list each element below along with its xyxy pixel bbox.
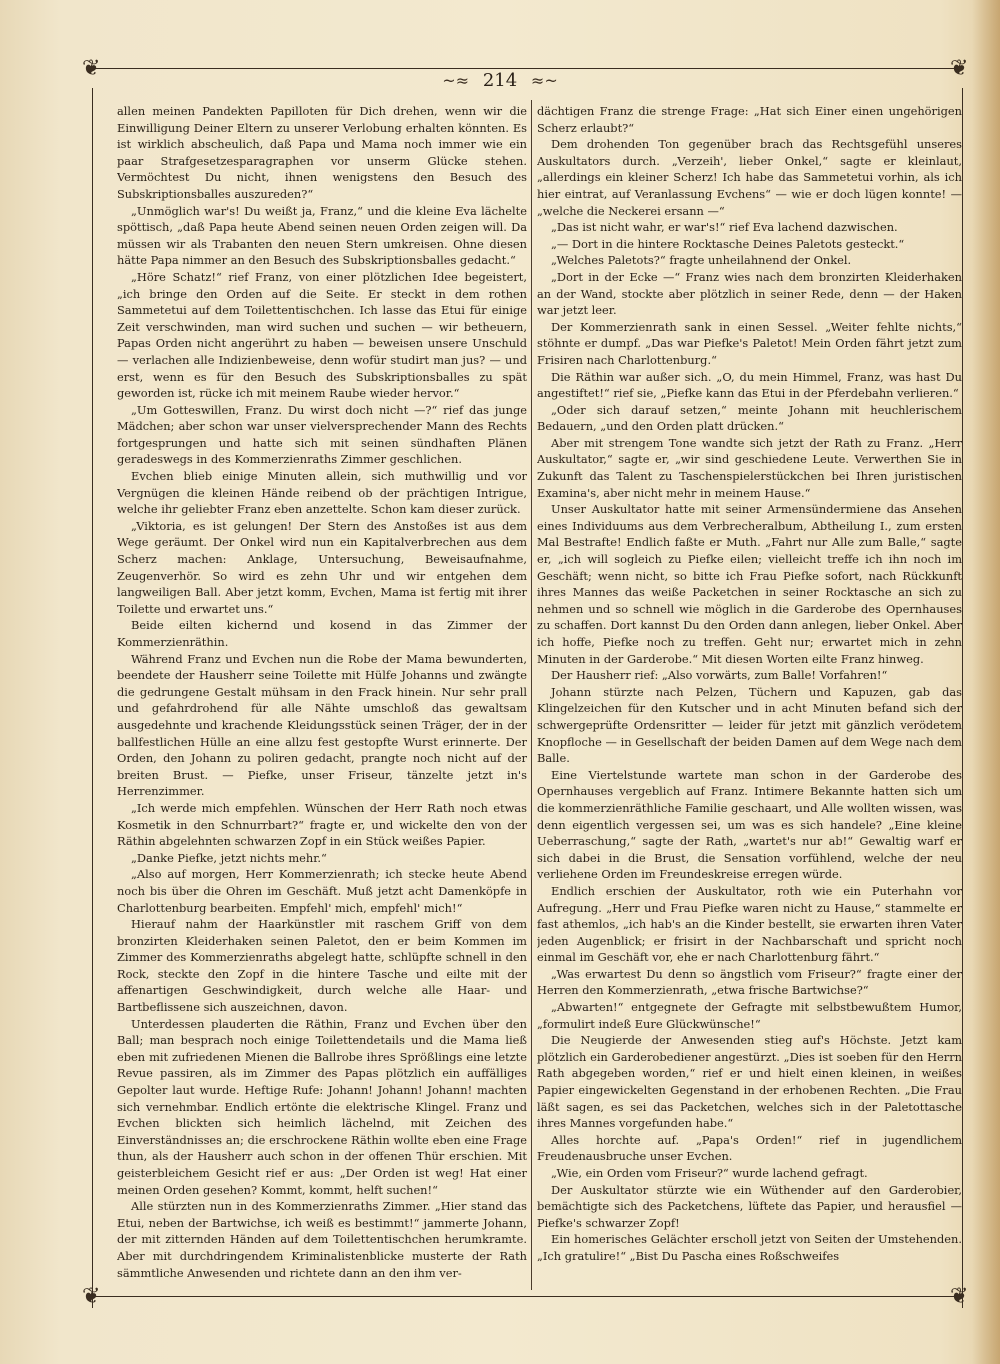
page-number: 214 [482, 70, 518, 91]
paragraph: Der Hausherr rief: „Also vorwärts, zum Balle! Vorfahren!“ [551, 668, 888, 683]
paragraph: Beide eilten kichernd und kosend in das Zimmer der Kommerzienräthin. [117, 618, 527, 649]
paragraph: Unser Auskultator hatte mit seiner Armensündermiene das Ansehen eines Individuums aus dem Verbrecheralbum, Abtheilung I., zum ersten Mal Bestrafte! Endlich faßte er Muth. „Fahrt nur Alle zum Balle,“ sagte er, „ich will sogleich zu Piefke eilen; vielleicht treffe ich ihn noch im Geschäft; wenn nicht, so bitte ich Frau Piefke sofort, nach Rückkunft ihres Mannes das weiße Packetchen in seiner Rocktasche an sich zu nehmen und so schnell wie möglich in die Garderobe des Opernhauses zu schaffen. Dort kannst Du den Orden dann anlegen, lieber Onkel. Aber ich hoffe, Piefke noch zu treffen. Geht nur; erwartet mich in zehn Minuten in der Garderobe.“ Mit diesen Worten eilte Franz hinweg. [537, 502, 962, 666]
paragraph: Alle stürzten nun in des Kommerzienraths Zimmer. „Hier stand das Etui, neben der Bartwichse, ich weiß es bestimmt!“ jammerte Johann, der mit zitternden Händen auf dem Toilettentischchen herumkramte. Aber mit durchdringendem Kriminalistenblicke musterte der Rath sämmtliche Anwesenden und richtete dann an den ihm ver- [117, 1199, 527, 1280]
paragraph: „Höre Schatz!“ rief Franz, von einer plötzlichen Idee begeistert, „ich bringe den Orden auf die Seite. Er steckt in dem rothen Sammetetui auf dem Toilettentischchen. Ich lasse das Etui für einige Zeit verschwinden, man wird suchen und suchen — wir betheuern, Papas Orden nicht angerührt zu haben — beweisen unsere Unschuld — verlachen alle Indizienbeweise, denn wofür studirt man jus? — und erst, wenn es für den Besuch des Subskriptionsballes zu spät geworden ist, rücke ich mit meinem Raube wieder hervor.“ [117, 269, 527, 401]
corner-ornament-bottom-right: ❦ [950, 1284, 969, 1309]
paragraph: „Danke Piefke, jetzt nichts mehr.“ [131, 850, 327, 865]
paragraph: Eine Viertelstunde wartete man schon in der Garderobe des Opernhauses vergeblich auf Franz. Intimere Bekannte hatten sich um die kommerzienräthliche Familie geschaart, und Alle wollten wissen, was denn eigentlich vergessen sei, um was es sich handele? „Eine kleine Ueberraschung,“ sagte der Rath, „wartet's nur ab!“ Gewaltig warf er sich dabei in die Brust, die Sensation vorfühlend, welche der neu verliehene Orden im Freundeskreise erregen würde. [537, 767, 962, 882]
paragraph: Die Neugierde der Anwesenden stieg auf's Höchste. Jetzt kam plötzlich ein Garderobediener angestürzt. „Dies ist soeben für den Herrn Rath abgegeben worden,“ rief er und hielt einen kleinen, in weißes Papier eingewickelten Gegenstand in der erhobenen Rechten. „Die Frau läßt sagen, es sei das Packetchen, welches sich in der Paletottasche ihres Mannes vorgefunden habe.“ [537, 1033, 962, 1131]
paragraph: „Dort in der Ecke —“ Franz wies nach dem bronzirten Kleiderhaken an der Wand, stockte aber plötzlich in seiner Rede, denn — der Haken war jetzt leer. [537, 269, 962, 318]
paragraph: Hierauf nahm der Haarkünstler mit raschem Griff von dem bronzirten Kleiderhaken seinen Paletot, den er beim Kommen im Zimmer des Kommerzienraths abgelegt hatte, schlüpfte schnell in den Rock, steckte den Zopf in die hintere Tasche und eilte mit der affenartigen Geschwindigkeit, durch welche alle Haar- und Bartbeflissene sich auszeichnen, davon. [117, 917, 527, 1015]
paragraph: „— Dort in die hintere Rocktasche Deines Paletots gesteckt.“ [551, 236, 905, 251]
frame-right-rule [962, 88, 963, 1308]
column-divider [531, 100, 532, 1290]
page-edge-shadow [972, 0, 1000, 1364]
header-flourish-right: ≈~ [530, 71, 558, 90]
paragraph: allen meinen Pandekten Papilloten für Dich drehen, wenn wir die Einwilligung Deiner Eltern zu unserer Verlobung erhalten könnten. Es ist wirklich abscheulich, daß Papa und Mama noch immer wie ein paar Strafgesetzesparagraphen vor unserm Glücke stehen. Vermöchtest Du nicht, ihnen wenigstens den Besuch des Subskriptionsballes auszureden?“ [117, 104, 527, 201]
paragraph: „Um Gotteswillen, Franz. Du wirst doch nicht —?“ rief das junge Mädchen; aber schon war unser vielversprechender Mann des Rechts fortgesprungen und hatte sich mit seinen sündhaften Plänen geradeswegs in des Kommerzienraths Zimmer geschlichen. [117, 402, 527, 467]
paragraph: Evchen blieb einige Minuten allein, sich muthwillig und vor Vergnügen die kleinen Hände reibend ob der prächtigen Intrigue, welche ihr geliebter Franz eben anzettelte. Schon kam dieser zurück. [117, 469, 527, 517]
corner-ornament-top-right: ❦ [950, 56, 969, 81]
paragraph: „Das ist nicht wahr, er war's!“ rief Eva lachend dazwischen. [551, 220, 898, 235]
frame-left-rule [92, 88, 93, 1308]
left-column [117, 103, 527, 1288]
frame-top-rule [92, 68, 962, 69]
paragraph: Unterdessen plauderten die Räthin, Franz und Evchen über den Ball; man besprach noch einige Toilettendetails und die Mama ließ eben mit zufriedenen Mienen die Ballrobe ihres Sprößlings eine letzte Revue passiren, als im Zimmer des Papas plötzlich ein auffälliges Gepolter laut wurde. Heftige Rufe: Johann! Johann! Johann! machten sich vernehmbar. Endlich ertönte die elektrische Klingel. Franz und Evchen blickten sich heimlich lächelnd, mit Zeichen des Einverständnisses an; die erschrockene Räthin wollte eben eine Frage thun, als der Hausherr auch schon in der offenen Thür erschien. Mit geisterbleichem Gesicht rief er aus: „Der Orden ist weg! Hat einer meinen Orden gesehen? Kommt, kommt, helft suchen!“ [117, 1016, 527, 1197]
paragraph: „Also auf morgen, Herr Kommerzienrath; ich stecke heute Abend noch bis über die Ohren im Geschäft. Muß jetzt acht Damenköpfe in Charlottenburg bearbeiten. Empfehl' mich, empfehl' mich!“ [117, 867, 527, 915]
paragraph: „Welches Paletots?“ fragte unheilahnend der Onkel. [551, 253, 852, 268]
paragraph: „Unmöglich war's! Du weißt ja, Franz,“ und die kleine Eva lächelte spöttisch, „daß Papa heute Abend seinen neuen Orden zeigen will. Da müssen wir als Trabanten den neuen Stern umkreisen. Ohne diesen hätte Papa nimmer an den Besuch des Subskriptionsballes gedacht.“ [117, 203, 527, 268]
paragraph: Die Räthin war außer sich. „O, du mein Himmel, Franz, was hast Du angestiftet!“ rief sie, „Piefke kann das Etui in der Pferdebahn verlieren.“ [537, 369, 962, 401]
paragraph: „Ich werde mich empfehlen. Wünschen der Herr Rath noch etwas Kosmetik in den Schnurrbart?“ fragte er, und wickelte den von der Räthin abgelehnten schwarzen Zopf in ein Stück weißes Papier. [117, 800, 527, 849]
corner-ornament-bottom-left: ❦ [82, 1284, 101, 1309]
paragraph: Der Auskultator stürzte wie ein Wüthender auf den Garderobier, bemächtigte sich des Packetchens, lüftete das Papier, und herausfiel — Piefke's schwarzer Zopf! [537, 1182, 962, 1230]
paragraph: „Abwarten!“ entgegnete der Gefragte mit selbstbewußtem Humor, „formulirt indeß Eure Glückwünsche!“ [537, 1000, 962, 1031]
page-header [0, 70, 1000, 91]
paragraph: Endlich erschien der Auskultator, roth wie ein Puterhahn vor Aufregung. „Herr und Frau Piefke waren nicht zu Hause,“ stammelte er fast athemlos, „ich hab's an die Kinder bestellt, sie erwarten ihren Vater jeden Augenblick; er frisirt in der Nachbarschaft und spricht noch einmal im Geschäft vor, ehe er nach Charlottenburg fährt.“ [537, 883, 962, 965]
header-flourish-left: ~≈ [442, 71, 470, 90]
paragraph: Johann stürzte nach Pelzen, Tüchern und Kapuzen, gab das Klingelzeichen für den Kutscher und in acht Minuten befand sich der schwergeprüfte Ordensritter — leider für jetzt mit gänzlich verödetem Knopfloche — in Gesellschaft der beiden Damen auf dem Wege nach dem Balle. [537, 684, 962, 766]
paragraph: Ein homerisches Gelächter erscholl jetzt von Seiten der Umstehenden. „Ich gratulire!“ „Bist Du Pascha eines Roßschweifes [537, 1232, 962, 1263]
paragraph: dächtigen Franz die strenge Frage: „Hat sich Einer einen ungehörigen Scherz erlaubt?“ [537, 104, 962, 135]
corner-ornament-top-left: ❦ [82, 56, 101, 81]
frame-bottom-rule [92, 1296, 962, 1297]
paragraph: „Wie, ein Orden vom Friseur?“ wurde lachend gefragt. [551, 1166, 868, 1180]
right-column [537, 103, 962, 1288]
paragraph: „Was erwartest Du denn so ängstlich vom Friseur?“ fragte einer der Herren den Kommerzienrath, „etwa frische Bartwichse?“ [537, 966, 962, 998]
paragraph: Dem drohenden Ton gegenüber brach das Rechtsgefühl unseres Auskultators durch. „Verzeih', lieber Onkel,“ sagte er kleinlaut, „allerdings ein kleiner Scherz! Ich habe das Sammetetui vorhin, als ich hier eintrat, auf Veranlassung Evchens“ — wie er doch lügen konnte! — „welche die Neckerei ersann —“ [537, 137, 962, 218]
paragraph: „Viktoria, es ist gelungen! Der Stern des Anstoßes ist aus dem Wege geräumt. Der Onkel wird nun ein Kapitalverbrechen aus dem Scherz machen: Anklage, Untersuchung, Beweisaufnahme, Zeugenverhör. So wird es zehn Uhr und wir entgehen dem langweiligen Ball. Aber jetzt komm, Evchen, Mama ist fertig mit ihrer Toilette und erwartet uns.“ [117, 518, 527, 616]
paragraph: Der Kommerzienrath sank in einen Sessel. „Weiter fehlte nichts,“ stöhnte er dumpf. „Das war Piefke's Paletot! Mein Orden fährt jetzt zum Frisiren nach Charlottenburg.“ [537, 319, 962, 367]
paragraph: Während Franz und Evchen nun die Robe der Mama bewunderten, beendete der Hausherr seine Toilette mit Hülfe Johanns und zwängte die gedrungene Gestalt mühsam in den Frack hinein. Nur sehr prall und gefahrdrohend für alle Nähte umschloß das gewaltsam ausgedehnte und krachende Kleidungsstück seinen Träger, der in der ballfestlichen Hülle an eine allzu fest gestopfte Wurst erinnerte. Der Orden, den Johann zu poliren gedacht, prangte noch nicht auf der breiten Brust. — Piefke, unser Friseur, tänzelte jetzt in's Herrenzimmer. [117, 651, 527, 799]
paragraph: „Oder sich darauf setzen,“ meinte Johann mit heuchlerischem Bedauern, „und den Orden platt drücken.“ [537, 402, 962, 434]
paragraph: Alles horchte auf. „Papa's Orden!“ rief in jugendlichem Freudenausbruche unser Evchen. [537, 1132, 962, 1164]
paragraph: Aber mit strengem Tone wandte sich jetzt der Rath zu Franz. „Herr Auskultator,“ sagte er, „wir sind geschiedene Leute. Verwerthen Sie in Zukunft das Talent zu Taschenspielerstückchen bei Ihren juristischen Examina's, aber nicht mehr in meinem Hause.“ [537, 435, 962, 500]
